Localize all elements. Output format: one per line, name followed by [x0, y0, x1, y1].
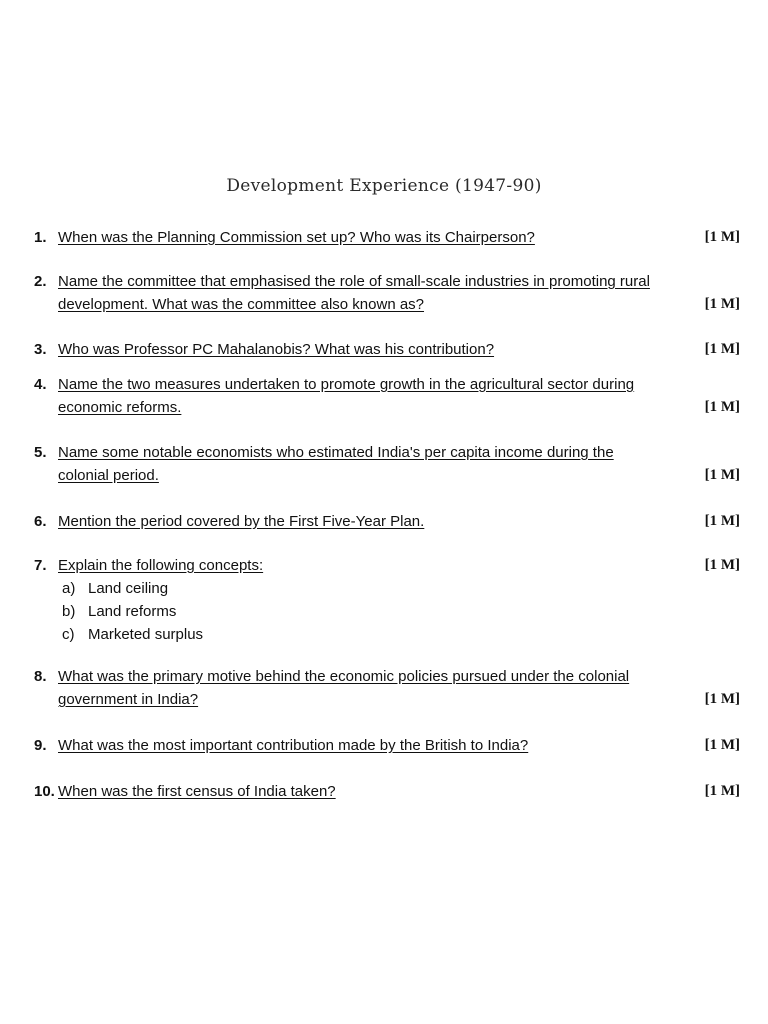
marks-label: [1 M] — [704, 557, 740, 573]
question-10 — [34, 780, 744, 803]
question-9 — [34, 734, 744, 757]
question-6 — [34, 510, 744, 533]
question-number: 1. — [34, 229, 47, 246]
question-text: Explain the following concepts: — [58, 557, 264, 574]
question-text: Name the two measures undertaken to promote growth in the agricultural sector during economic reforms. — [58, 376, 635, 416]
question-5 — [34, 441, 744, 487]
question-1 — [34, 226, 744, 249]
marks-label: [1 M] — [704, 229, 740, 245]
sub-item-text: Marketed surplus — [88, 626, 204, 643]
marks-label: [1 M] — [704, 691, 740, 707]
marks-label: [1 M] — [704, 296, 740, 312]
question-number: 6. — [34, 513, 47, 530]
question-number: 2. — [34, 273, 47, 290]
question-4 — [34, 373, 744, 419]
sub-item — [62, 600, 744, 623]
question-number: 10. — [34, 783, 55, 800]
question-7 — [34, 554, 744, 661]
sub-item-text: Land reforms — [88, 603, 177, 620]
marks-label: [1 M] — [704, 513, 740, 529]
question-text: What was the most important contribution made by the British to India? — [58, 737, 529, 754]
question-text: Mention the period covered by the First Five-Year Plan. — [58, 513, 425, 530]
question-3 — [34, 338, 744, 361]
sub-item-label: b) — [62, 603, 76, 620]
question-number: 7. — [34, 557, 47, 574]
question-number: 4. — [34, 376, 47, 393]
question-number: 8. — [34, 668, 47, 685]
sub-item — [62, 623, 744, 646]
question-text: When was the Planning Commission set up? Who was its Chairperson? — [58, 229, 535, 246]
marks-label: [1 M] — [704, 467, 740, 483]
sub-item-label: a) — [62, 580, 76, 597]
marks-label: [1 M] — [704, 783, 740, 799]
sub-item — [62, 577, 744, 600]
question-text: Who was Professor PC Mahalanobis? What was his contribution? — [58, 341, 495, 358]
sub-item-label: c) — [62, 626, 75, 643]
question-text: Name some notable economists who estimated India's per capita income during the colonial period. — [58, 444, 614, 484]
question-number: 5. — [34, 444, 47, 461]
sub-item-text: Land ceiling — [88, 580, 169, 597]
question-text: What was the primary motive behind the economic policies pursued under the colonial government in India? — [58, 668, 630, 708]
question-number: 9. — [34, 737, 47, 754]
question-8 — [34, 665, 744, 711]
sub-item-list — [62, 577, 744, 646]
question-text: Name the committee that emphasised the role of small-scale industries in promoting rural development. What was the committee also known as? — [58, 273, 650, 313]
page-title: Development Experience (1947-90) — [226, 176, 542, 196]
marks-label: [1 M] — [704, 737, 740, 753]
question-text: When was the first census of India taken? — [58, 783, 336, 800]
question-number: 3. — [34, 341, 47, 358]
marks-label: [1 M] — [704, 341, 740, 357]
marks-label: [1 M] — [704, 399, 740, 415]
question-2 — [34, 270, 744, 316]
